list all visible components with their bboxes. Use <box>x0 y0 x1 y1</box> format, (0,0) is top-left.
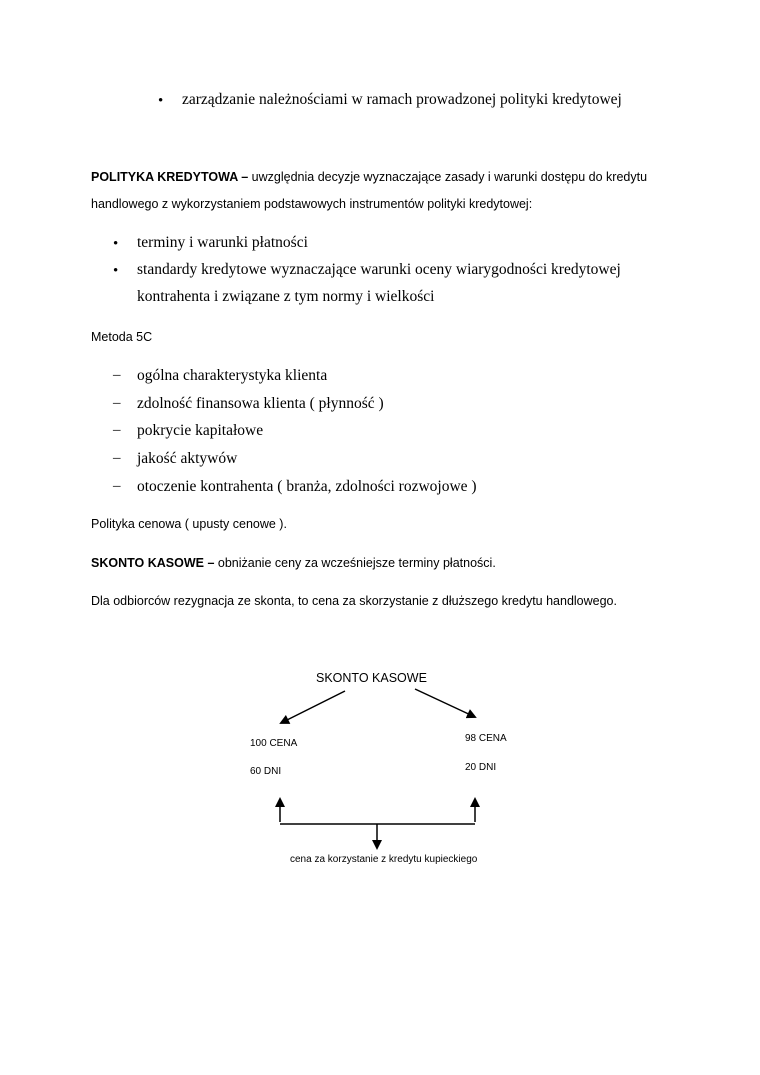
method-item-1: ogólna charakterystyka klienta <box>137 367 328 384</box>
top-bullet-text: zarządzanie należnościami w ramach prowadzonej polityki kredytowej <box>182 91 622 108</box>
dash-icon: – <box>113 367 121 383</box>
policy-bullet-2: standardy kredytowe wyznaczające warunki oceny wiarygodności kredytowej <box>137 261 621 278</box>
diagram-caption: cena za korzystanie z kredytu kupieckiego <box>290 854 478 865</box>
bullet-icon: • <box>113 263 119 279</box>
method-item-2: zdolność finansowa klienta ( płynność ) <box>137 395 384 412</box>
method-title: Metoda 5C <box>91 330 153 344</box>
bullet-icon: • <box>158 93 164 109</box>
cash-discount-text: obniżanie ceny za wcześniejsze terminy płatności. <box>214 556 496 570</box>
credit-policy-term: POLITYKA KREDYTOWA – <box>91 170 249 184</box>
credit-policy-line2: handlowego z wykorzystaniem podstawowych instrumentów polityki kredytowej: <box>91 197 533 211</box>
policy-bullet-1: terminy i warunki płatności <box>137 234 308 251</box>
buyers-note: Dla odbiorców rezygnacja ze skonta, to cena za skorzystanie z dłuższego kredytu handlowego. <box>91 594 617 608</box>
method-item-5: otoczenie kontrahenta ( branża, zdolności rozwojowe ) <box>137 478 477 495</box>
diagram-title: SKONTO KASOWE <box>316 671 427 685</box>
arrow-right-diagonal <box>415 689 475 717</box>
credit-policy-text: uwzględnia decyzje wyznaczające zasady i warunki dostępu do kredytu <box>248 170 648 184</box>
bullet-icon: • <box>113 236 119 252</box>
dash-icon: – <box>113 395 121 411</box>
dash-icon: – <box>113 478 121 494</box>
dash-icon: – <box>113 450 121 466</box>
price-policy: Polityka cenowa ( upusty cenowe ). <box>91 517 287 531</box>
left-price: 100 CENA <box>250 738 298 749</box>
cash-discount-term: SKONTO KASOWE – <box>91 556 215 570</box>
method-item-4: jakość aktywów <box>137 450 238 467</box>
left-days: 60 DNI <box>250 766 282 777</box>
dash-icon: – <box>113 422 121 438</box>
policy-bullet-2-cont: kontrahenta i związane z tym normy i wielkości <box>137 288 435 305</box>
method-item-3: pokrycie kapitałowe <box>137 422 264 439</box>
right-price: 98 CENA <box>465 733 507 744</box>
right-days: 20 DNI <box>465 762 497 773</box>
arrow-left-diagonal <box>281 691 345 723</box>
